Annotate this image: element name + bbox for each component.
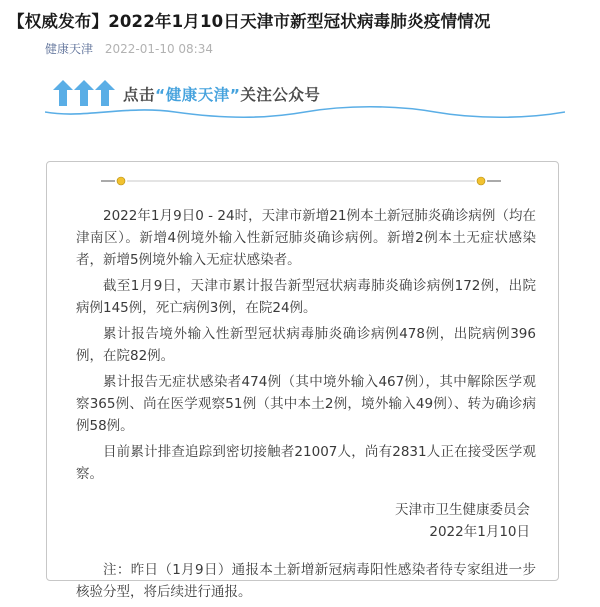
article-meta [45, 40, 213, 57]
banner-wave-line [45, 105, 565, 119]
paragraph-asymptomatic: 累计报告无症状感染者474例（其中境外输入467例），其中解除医学观察365例、尚在医学观察51例（其中本土2例，境外输入49例）、转为确诊病例58例。 [76, 374, 536, 434]
paragraph-imported-cases: 累计报告境外输入性新型冠状病毒肺炎确诊病例478例，出院病例396例，在院82例。 [76, 326, 536, 364]
follow-banner[interactable] [45, 72, 565, 120]
announcement-body [76, 205, 536, 607]
article-title: 【权威发布】2022年1月10日天津市新型冠状病毒肺炎疫情情况 [8, 12, 491, 31]
account-name-link[interactable]: 健康天津 [45, 42, 94, 56]
dot-divider [101, 175, 501, 187]
announcement-card [46, 161, 559, 600]
signature-date: 2022年1月10日 [429, 524, 530, 540]
banner-prefix: 点击 [123, 86, 156, 104]
up-arrows-icon [53, 80, 117, 106]
paragraph-cumulative-confirmed: 截至1月9日，天津市累计报告新型冠状病毒肺炎确诊病例172例，出院病例145例，死亡病例3例，在院24例。 [76, 278, 536, 316]
footnote: 注：昨日（1月9日）通报本土新增新冠病毒阳性感染者待专家组进一步核验分型，将后续进行通报。 [76, 562, 536, 600]
follow-banner-text [123, 83, 320, 105]
signature-block [76, 499, 536, 543]
signature-org: 天津市卫生健康委员会 [395, 502, 530, 518]
banner-account-highlight: “健康天津” [155, 86, 241, 104]
publish-date: 2022-01-10 08:34 [104, 42, 213, 56]
paragraph-close-contacts: 目前累计排查追踪到密切接触者21007人，尚有2831人正在接受医学观察。 [76, 444, 536, 482]
paragraph-new-cases: 2022年1月9日0 - 24时，天津市新增21例本土新冠肺炎确诊病例（均在津南区）。新增4例境外输入性新冠肺炎确诊病例。新增2例本土无症状感染者，新增5例境外输入无症状感染者。 [76, 208, 536, 268]
banner-suffix: 关注公众号 [240, 86, 321, 104]
